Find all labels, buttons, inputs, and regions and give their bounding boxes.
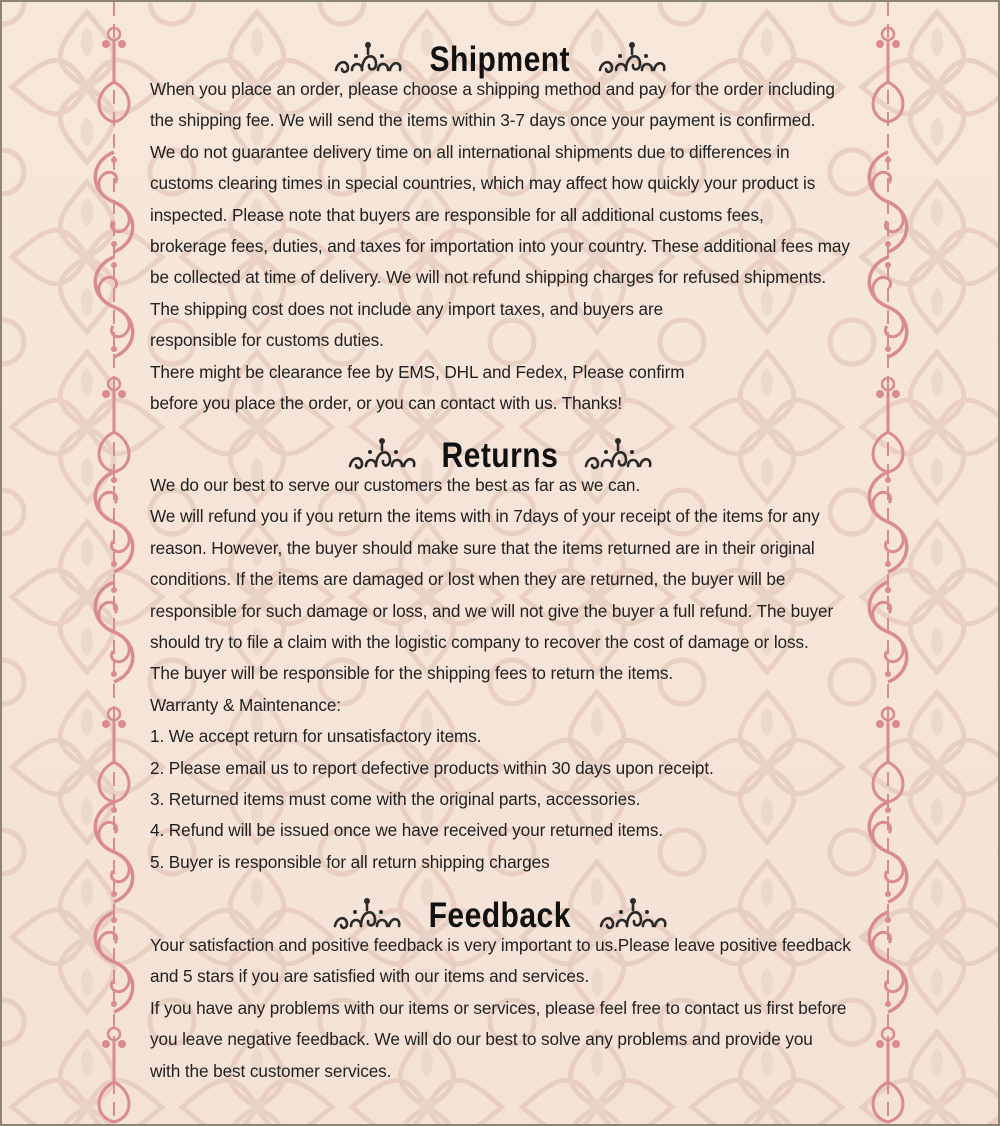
returns-text: We do our best to serve our customers the best as far as we can. We will refund you if you return the items with in 7days of your receipt of the items for any reason. However, the buyer should make sure that the items returned are in their original conditions. If the items are damaged or lost when they are returned, the buyer will be responsible for such damage or loss, and we will not give the buyer a full refund. The buyer should try to file a claim with the logistic company to recover the cost of damage or loss. The buyer will be responsible for the shipping fees to return the items. Warranty & Maintenance: 1. We accept return for unsatisfactory items. 2. Please email us to report defective products within 30 days upon receipt. 3. Returned items must come with the original parts, accessories. 4. Refund will be issued once we have received your returned items. 5. Buyer is responsible for all return shipping charges [150, 475, 834, 872]
floral-border-left [84, 2, 144, 1124]
section-title: Shipment [429, 40, 571, 79]
shipment-text: When you place an order, please choose a shipping method and pay for the order including the shipping fee. We will send the items within 3-7 days once your payment is confirmed. We do not guarantee delivery time on all international shipments due to differences in customs clearing times in special countries, which may affect how quickly your product is inspected. Please note that buyers are responsible for all additional customs fees, brokerage fees, duties, and taxes for importation into your country. These additional fees may be collected at time of delivery. We will not refund shipping charges for refused shipments. The shipping cost does not include any import taxes, and buyers are responsible for customs duties. There might be clearance fee by EMS, DHL and Fedex, Please confirm before you place the order, or you can contact with us. Thanks! [150, 79, 850, 414]
section-title: Returns [441, 436, 559, 475]
section-title: Feedback [428, 896, 572, 935]
feedback-text: Your satisfaction and positive feedback is very important to us.Please leave positive feedback and 5 stars if you are satisfied with our items and services. If you have any problems with our items or services, please feel free to contact us first before you leave negative feedback. We will do our best to solve any problems and provide you with the best customer services. [150, 935, 851, 1081]
